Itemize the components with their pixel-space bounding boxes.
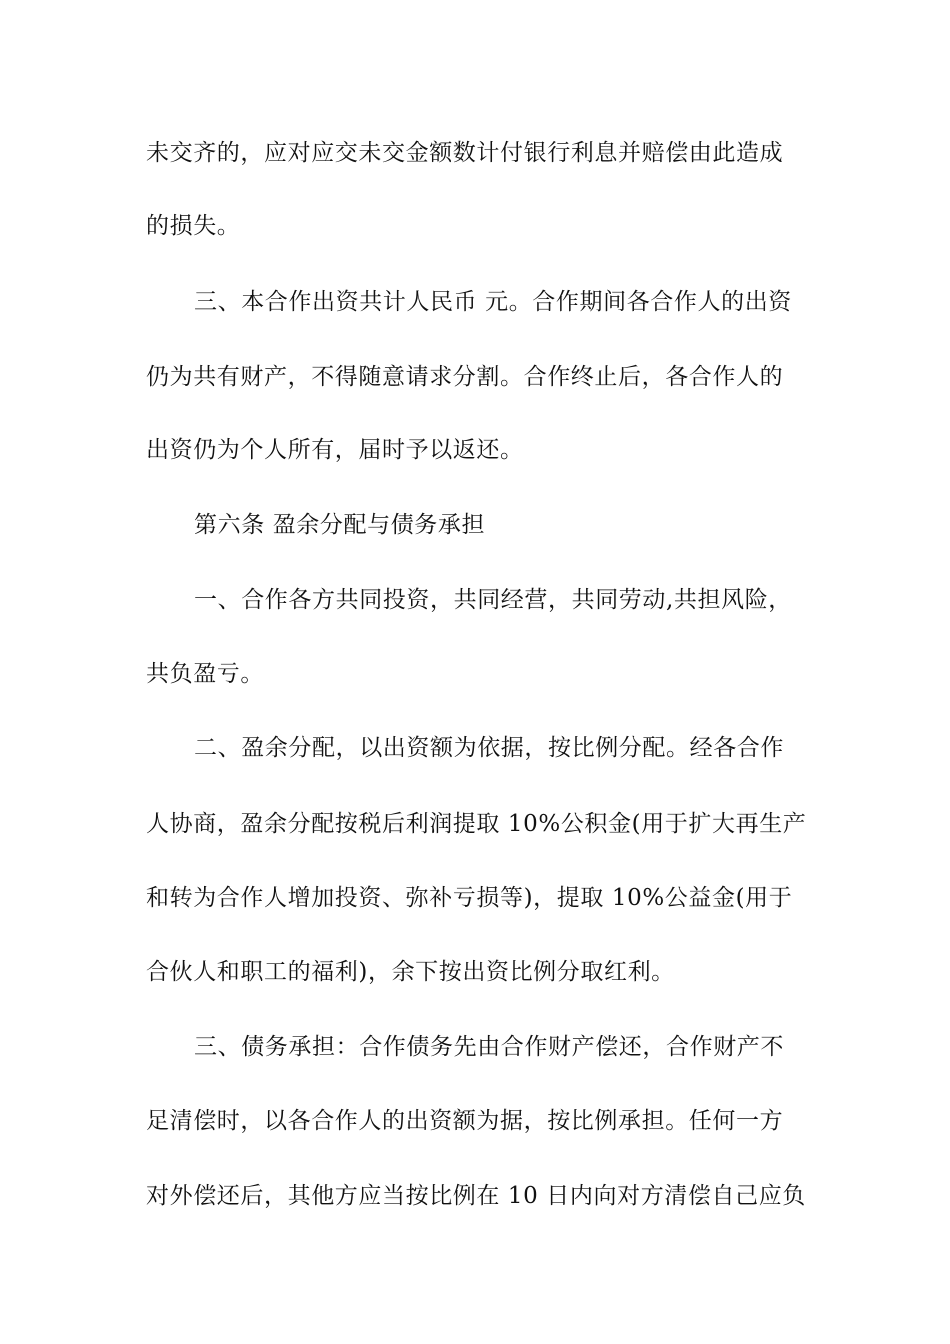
text-line-2: 的损失。 — [146, 213, 241, 239]
text-line-8: 共负盈亏。 — [146, 661, 264, 687]
text-line-7: 一、合作各方共同投资，共同经营，共同劳动,共担风险， — [194, 587, 792, 613]
text-line-15: 对外偿还后，其他方应当按比例在 10 日内向对方清偿自己应负 — [146, 1183, 806, 1209]
text-line-14: 足清偿时，以各合作人的出资额为据，按比例承担。任何一方 — [146, 1108, 784, 1134]
text-line-11: 和转为合作人增加投资、弥补亏损等)，提取 10%公益金(用于 — [146, 885, 793, 911]
text-line-4: 仍为共有财产，不得随意请求分割。合作终止后，各合作人的 — [146, 364, 784, 390]
text-line-1: 未交齐的，应对应交未交金额数计付银行利息并赔偿由此造成 — [146, 140, 784, 166]
text-line-10: 人协商，盈余分配按税后利润提取 10%公积金(用于扩大再生产 — [146, 811, 807, 837]
text-line-13: 三、债务承担：合作债务先由合作财产偿还，合作财产不 — [194, 1034, 784, 1060]
text-line-5: 出资仍为个人所有，届时予以返还。 — [146, 437, 524, 463]
text-line-3: 三、本合作出资共计人民币 元。合作期间各合作人的出资 — [194, 289, 792, 315]
text-line-9: 二、盈余分配，以出资额为依据，按比例分配。经各合作 — [194, 735, 784, 761]
text-line-12: 合伙人和职工的福利)，余下按出资比例分取红利。 — [146, 959, 675, 985]
section-heading: 第六条 盈余分配与债务承担 — [194, 512, 486, 538]
